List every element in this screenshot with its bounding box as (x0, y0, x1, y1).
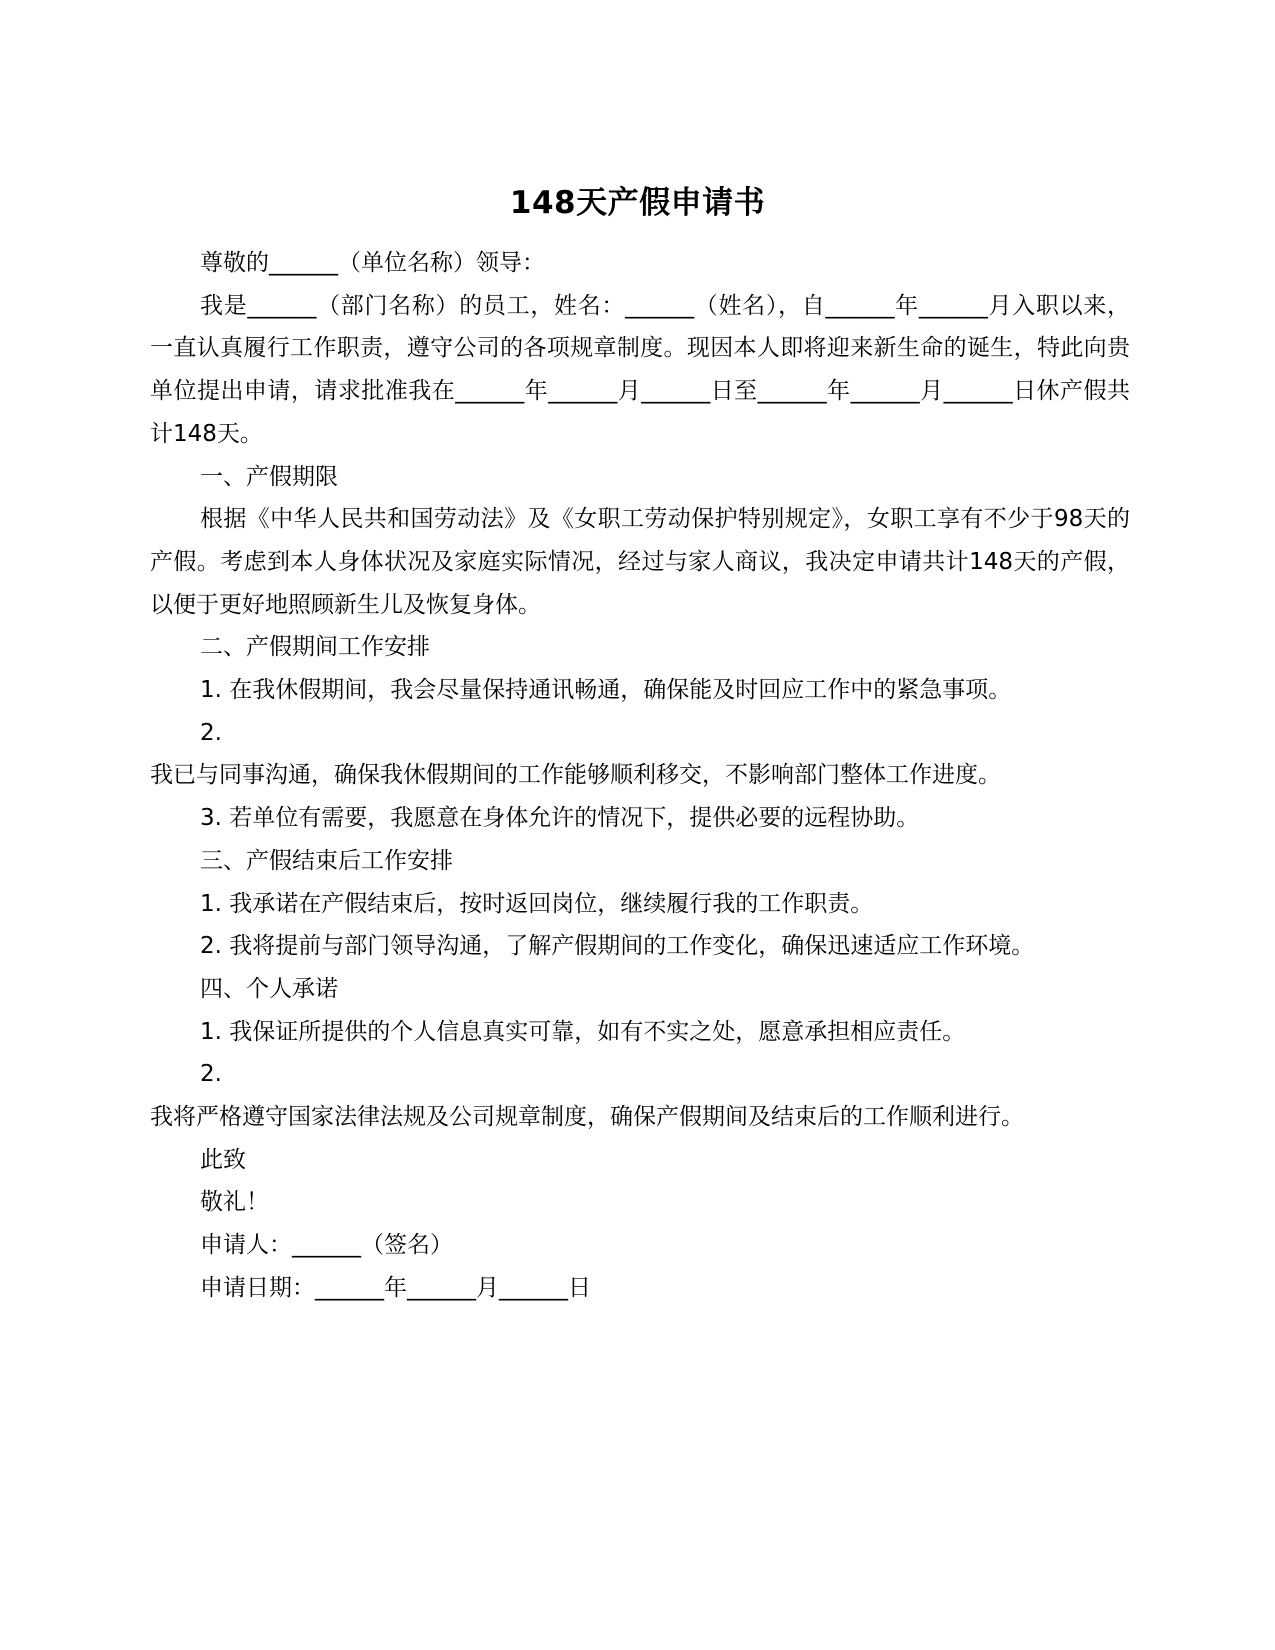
salutation: 尊敬的______（单位名称）领导： (200, 250, 545, 276)
section-1-text: 根据《中华人民共和国劳动法》及《女职工劳动保护特别规定》，女职工享有不少于98天的产假。考虑到本人身体状况及家庭实际情况，经过与家人商议，我决定申请共计148天的产假，以便于更好地照顾新生儿及恢复身体。 (150, 506, 1130, 618)
document-title: 148天产假申请书 (509, 185, 766, 221)
intro-paragraph: 我是______（部门名称）的员工，姓名：______（姓名），自______年______月入职以来，一直认真履行工作职责，遵守公司的各项规章制度。现因本人即将迎来新生命的诞生，特此向贵单位提出申请，请求批准我在______年______月______日至______年______月______日休产假共计148天。 (150, 292, 1130, 447)
section-2-item-2-number: 2. (200, 719, 222, 746)
section-2-item-3: 3. 若单位有需要，我愿意在身体允许的情况下，提供必要的远程协助。 (200, 805, 920, 832)
section-4-item-2-text: 我将严格遵守国家法律法规及公司规章制度，确保产假期间及结束后的工作顺利进行。 (150, 1104, 1024, 1131)
section-2-item-1: 1. 在我休假期间，我会尽量保持通讯畅通，确保能及时回应工作中的紧急事项。 (200, 677, 1012, 704)
document-body (150, 242, 1130, 1310)
section-2-heading: 二、产假期间工作安排 (200, 634, 430, 661)
section-4-heading: 四、个人承诺 (200, 975, 338, 1002)
section-3-item-2: 2. 我将提前与部门领导沟通，了解产假期间的工作变化，确保迅速适应工作环境。 (200, 933, 1035, 960)
section-3-item-1: 1. 我承诺在产假结束后，按时返回岗位，继续履行我的工作职责。 (200, 890, 874, 917)
section-4-item-1: 1. 我保证所提供的个人信息真实可靠，如有不实之处，愿意承担相应责任。 (200, 1018, 966, 1045)
section-1-heading: 一、产假期限 (200, 463, 338, 490)
section-2-item-2-text: 我已与同事沟通，确保我休假期间的工作能够顺利移交，不影响部门整体工作进度。 (150, 762, 1001, 789)
closing-line-1: 此致 (200, 1146, 246, 1173)
applicant-signature-line: 申请人：______（签名） (200, 1232, 453, 1259)
section-4-item-2-number: 2. (200, 1061, 222, 1088)
closing-line-2: 敬礼！ (200, 1189, 269, 1216)
section-3-heading: 三、产假结束后工作安排 (200, 847, 453, 874)
application-date-line: 申请日期：______年______月______日 (200, 1274, 591, 1301)
